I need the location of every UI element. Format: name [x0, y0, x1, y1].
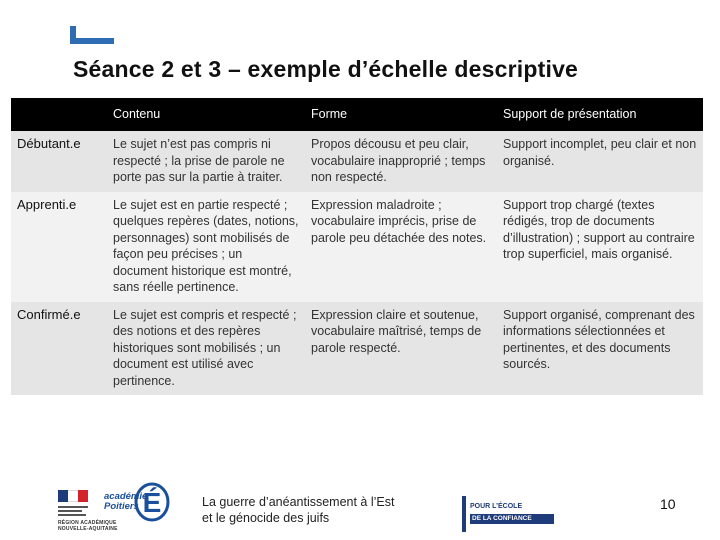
table-row-apprenti	[11, 192, 703, 302]
corner-decoration	[70, 26, 114, 44]
table-row-confirme	[11, 302, 703, 396]
academie-poitiers-logo: académie Poitiers É	[104, 476, 178, 526]
row-level-label: Apprenti.e	[11, 192, 107, 302]
institution-logos	[58, 476, 178, 534]
table-cell: Expression claire et soutenue, vocabulaire maîtrisé, temps de parole respecté.	[305, 302, 497, 396]
table-cell: Support organisé, comprenant des informations sélectionnées et pertinentes, et des documents sourcés.	[497, 302, 703, 396]
table-cell: Le sujet n’est pas compris ni respecté ; la prise de parole ne porte pas sur la partie à traiter.	[107, 131, 305, 192]
page-number: 10	[660, 496, 676, 512]
row-level-label: Confirmé.e	[11, 302, 107, 396]
table-cell: Le sujet est compris et respecté ; des notions et des repères historiques sont mobilisés ; un document est utilisé avec pertinence.	[107, 302, 305, 396]
slide-title: Séance 2 et 3 – exemple d’échelle descriptive	[73, 56, 579, 82]
svg-text:É: É	[142, 487, 162, 518]
table-header-row	[11, 98, 703, 131]
header-cell-contenu: Contenu	[107, 98, 305, 131]
header-cell-support: Support de présentation	[497, 98, 703, 131]
table-cell: Propos décousu et peu clair, vocabulaire inapproprié ; temps non respecté.	[305, 131, 497, 192]
header-cell-forme: Forme	[305, 98, 497, 131]
header-cell-empty	[11, 98, 107, 131]
table-cell: Support incomplet, peu clair et non organisé.	[497, 131, 703, 192]
table-row-debutant	[11, 131, 703, 192]
table-cell: Expression maladroite ; vocabulaire imprécis, prise de parole peu détachée des notes.	[305, 192, 497, 302]
presentation-caption: La guerre d’anéantissement à l’Est et le génocide des juifs	[202, 495, 395, 525]
region-academique-label: RÉGION ACADÉMIQUE NOUVELLE-AQUITAINE	[58, 520, 118, 532]
ecole-de-la-confiance-logo: POUR L’ÉCOLE DE LA CONFIANCE	[462, 496, 554, 532]
academie-e-icon	[134, 480, 170, 522]
table-cell: Support trop chargé (textes rédigés, trop de documents d’illustration) ; support au contraire trop superficiel, mais organisé.	[497, 192, 703, 302]
descriptive-scale-table	[11, 98, 703, 395]
row-level-label: Débutant.e	[11, 131, 107, 192]
table-cell: Le sujet est en partie respecté ; quelques repères (dates, notions, personnages) sont mobilisés de façon peu précises ; un document historique est montré, sans réelle pertinence.	[107, 192, 305, 302]
